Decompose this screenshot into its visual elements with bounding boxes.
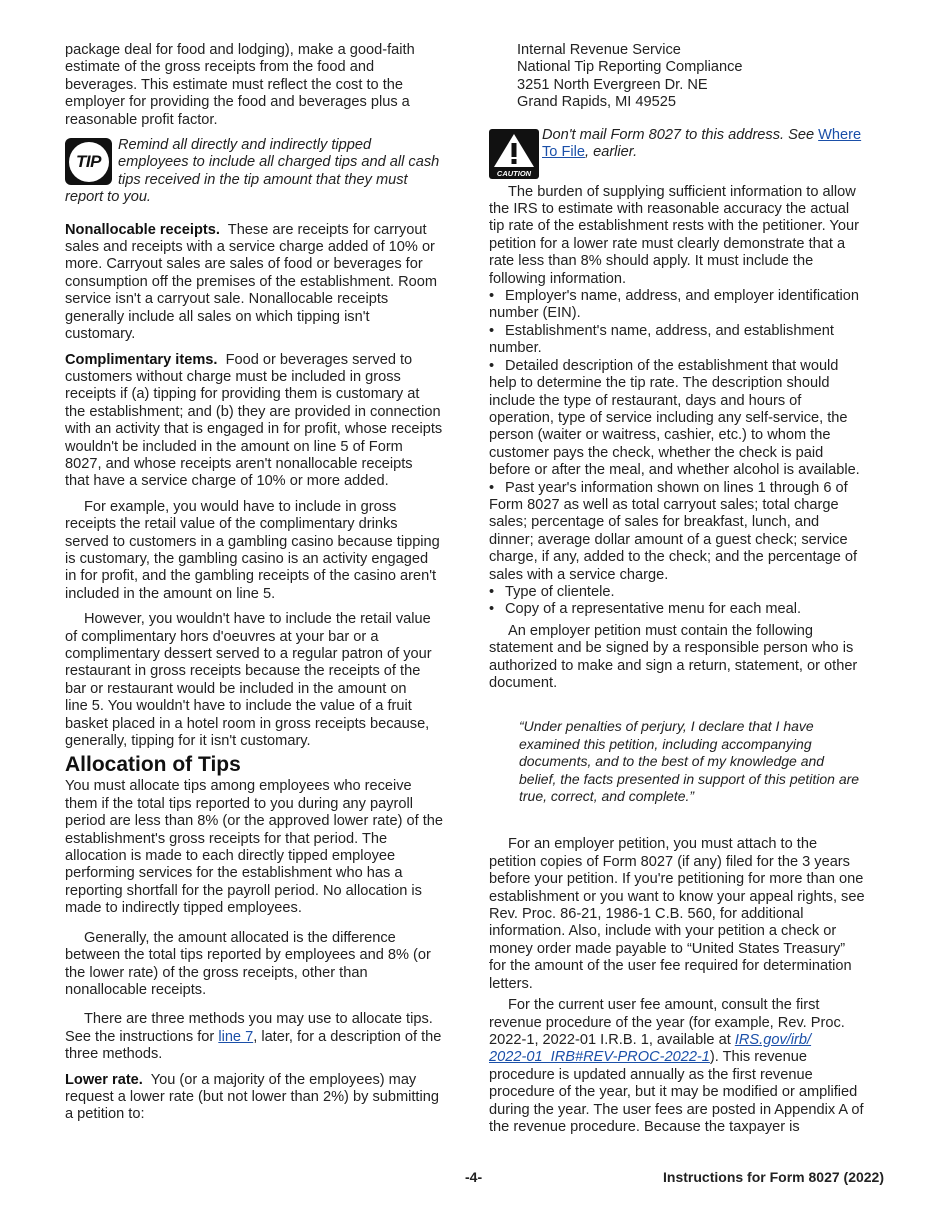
tip-note — [65, 137, 465, 207]
quote-line: belief, the facts presented in support of this petition are — [519, 770, 860, 787]
list-item — [489, 358, 889, 480]
address-line: National Tip Reporting Compliance — [517, 59, 743, 76]
text-line: However, you wouldn't have to include the retail value — [84, 611, 431, 628]
allocation-of-tips-heading: Allocation of Tips — [65, 753, 241, 777]
lower-rate-paragraph — [65, 1072, 465, 1124]
methods-paragraph — [65, 1011, 465, 1063]
text-line: consumption off the premises of the establishment. Room — [65, 273, 438, 290]
line-7-link[interactable]: line 7 — [218, 1028, 254, 1045]
text-line: made to indirectly tipped employees. — [65, 900, 302, 917]
bullet-icon: • — [489, 601, 495, 618]
text-line: more. Carryout sales are sales of food or beverages for — [65, 256, 423, 273]
text-line: generally include all sales on which tipping isn't — [65, 308, 370, 325]
text-line: For an employer petition, you must attach to the — [508, 836, 818, 853]
text-fragment: Don't mail Form 8027 to this address. See — [542, 126, 819, 143]
text-line: a petition to: — [65, 1106, 145, 1123]
example-paragraph — [65, 499, 465, 603]
text-line: package deal for food and lodging), make a good-faith — [65, 42, 415, 58]
text-line: revenue procedure of the year (for example, Rev. Proc. — [489, 1014, 845, 1031]
text-line: receipts the retail value of the complimentary drinks — [65, 516, 398, 533]
bullet-icon: • — [489, 583, 495, 600]
text-line: Detailed description of the establishment that would — [505, 357, 839, 374]
text-line: nonallocable receipts. — [65, 981, 207, 998]
address-line: 3251 North Evergreen Dr. NE — [517, 76, 708, 93]
petition-paragraph — [489, 623, 889, 693]
text-line: establishment's gross receipts for that period. The — [65, 830, 388, 847]
intro-paragraph — [65, 42, 465, 129]
text-line: 8027, and whose receipts aren't nonallocable receipts — [65, 455, 413, 472]
text-line: allocation is made to each directly tipped employee — [65, 848, 396, 865]
text-line: person (waiter or waitress, cashier, etc.) to whom the — [489, 427, 831, 444]
text-line: The burden of supplying sufficient information to allow — [508, 183, 856, 200]
bullet-icon: • — [489, 288, 495, 305]
text-line: statement and be signed by a responsible person who is — [489, 640, 854, 657]
list-item — [489, 323, 889, 358]
text-line: restaurant in gross receipts because the receipts of the — [65, 663, 421, 680]
text-line: in for profit, and the gambling receipts of the casino aren't — [65, 568, 437, 585]
user-fee-paragraph — [489, 997, 889, 1136]
text-line: number (EIN). — [489, 305, 581, 322]
text-line: included in the amount on line 5. — [65, 585, 276, 602]
text-fragment: , earlier. — [584, 144, 638, 161]
text-line: sales; percentage of sales for breakfast, lunch, and — [489, 514, 820, 531]
address-line: Grand Rapids, MI 49525 — [517, 94, 676, 111]
quote-line: documents, and to the best of my knowledge and — [519, 753, 825, 770]
bullet-icon: • — [489, 357, 495, 374]
text-line: wouldn't be included in the amount on line 5 of Form — [65, 438, 403, 455]
tip-note-line: tips received in the tip amount that they must — [118, 171, 408, 188]
text-line: before or after the meal, and whether alcohol is available. — [489, 462, 860, 479]
burden-paragraph — [489, 184, 889, 288]
text-line: For example, you would have to include in gross — [84, 498, 397, 515]
text-line: sales with a service charge. — [489, 566, 669, 583]
text-line: during the year. The user fees are posted in Appendix A of — [489, 1101, 864, 1118]
text-line: service isn't a carryout sale. Nonallocable receipts — [65, 291, 389, 308]
text-fragment: 2022-1, 2022-01 I.R.B. 1, available at — [489, 1031, 735, 1048]
text-line: before your petition. If you're petitioning for more than one — [489, 871, 864, 888]
text-line: with an activity that is engaged in for profit, whose receipts — [65, 421, 443, 438]
text-line: Copy of a representative menu for each meal. — [505, 601, 802, 618]
however-paragraph — [65, 611, 465, 750]
text-line: them if the total tips reported to you during any payroll — [65, 795, 414, 812]
quote-line: examined this petition, including accompanying — [519, 735, 812, 752]
text-line: establishment or you want to know your appeal rights, see — [489, 888, 865, 905]
complimentary-items-paragraph — [65, 352, 465, 491]
text-line: receipts if (a) tipping for providing them is customary at — [65, 386, 420, 403]
text-line: operation, type of service including any self-service, the — [489, 409, 848, 426]
text-line: authorized to make and sign a return, statement, or other — [489, 657, 858, 674]
text-line: the revenue procedure. Because the taxpayer is — [489, 1118, 800, 1135]
nonallocable-receipts-heading: Nonallocable receipts. — [65, 221, 220, 238]
text-line: include the type of restaurant, days and hours of — [489, 392, 802, 409]
text-line: the IRS to estimate with reasonable accuracy the actual — [489, 201, 850, 218]
form-title: Instructions for Form 8027 (2022) — [663, 1169, 884, 1185]
tip-icon — [65, 138, 112, 185]
text-line: Past year's information shown on lines 1 through 6 of — [505, 479, 848, 496]
text-line: following information. — [489, 270, 627, 287]
complimentary-items-heading: Complimentary items. — [65, 351, 218, 368]
text-line: number. — [489, 340, 542, 357]
text-line: performing services for the establishment who has a — [65, 865, 403, 882]
text-line: petition for a lower rate must clearly demonstrate that a — [489, 235, 846, 252]
text-line: is customary, the gambling casino is an activity engaged — [65, 550, 429, 567]
caution-icon-label: CAUTION — [496, 168, 532, 178]
text-line: the establishment; and (b) they are provided in connection — [65, 403, 441, 420]
text-line: reporting shortfall for the payroll period. No allocation is — [65, 882, 422, 899]
text-line: three methods. — [65, 1046, 163, 1063]
text-line: that have a service charge of 10% or more added. — [65, 473, 389, 490]
text-line: tip rate of the establishment rests with the petitioner. Your — [489, 218, 859, 235]
nonallocable-receipts-paragraph — [65, 222, 465, 344]
text-line: Generally, the amount allocated is the difference — [84, 929, 396, 946]
text-line: Food or beverages served to — [225, 351, 413, 368]
text-line: information. Also, include with your petition a check or — [489, 923, 837, 940]
text-line: procedure is updated annually as the first revenue — [489, 1066, 813, 1083]
bullet-icon: • — [489, 322, 495, 339]
text-line: line 5. You wouldn't have to include the value of a fruit — [65, 698, 412, 715]
text-line: help to determine the tip rate. The description should — [489, 375, 830, 392]
text-line: generally, tipping for it isn't customary. — [65, 733, 311, 750]
text-line: procedure of the year, but it may be modified or amplified — [489, 1084, 858, 1101]
caution-note — [489, 127, 889, 179]
text-line: You must allocate tips among employees who receive — [65, 778, 412, 795]
irs-gov-irb-link-continued[interactable]: 2022-01_IRB#REV-PROC-2022-1 — [489, 1049, 710, 1066]
text-line: petition copies of Form 8027 (if any) filed for the 3 years — [489, 853, 850, 870]
tip-note-line: employees to include all charged tips and all cash — [118, 154, 440, 171]
bullet-icon: • — [489, 479, 495, 496]
text-line: money order made payable to “United States Treasury” — [489, 940, 846, 957]
irs-gov-irb-link[interactable]: IRS.gov/irb/ — [734, 1031, 812, 1048]
text-line: served to customers in a gambling casino because tipping — [65, 533, 440, 550]
text-fragment: , later, for a description of the — [253, 1028, 442, 1045]
text-line: An employer petition must contain the following — [508, 622, 814, 639]
quote-line: true, correct, and complete.” — [519, 788, 695, 805]
tip-icon-label: TIP — [69, 142, 109, 182]
list-item — [489, 601, 889, 618]
text-line: beverages. This estimate must reflect the cost to the — [65, 76, 403, 93]
where-to-file-link[interactable]: Where — [818, 126, 862, 143]
right-column — [489, 42, 889, 1136]
list-item — [489, 480, 889, 584]
text-fragment: See the instructions for — [65, 1028, 219, 1045]
list-item — [489, 288, 889, 323]
left-column — [65, 42, 465, 1124]
text-line: request a lower rate (but not lower than 2%) by submitting — [65, 1088, 439, 1105]
text-line: basket placed in a hotel room in gross receipts because, — [65, 715, 430, 732]
text-line: customary. — [65, 326, 136, 343]
text-line: the lower rate) of the gross receipts, other than — [65, 964, 368, 981]
text-line: estimate of the gross receipts from the food and — [65, 59, 375, 76]
tip-note-line: report to you. — [65, 189, 151, 206]
text-line: Form 8027 as well as total carryout sales; total charge — [489, 496, 839, 513]
quote-line: “Under penalties of perjury, I declare that I have — [519, 718, 814, 735]
perjury-statement-quote — [489, 718, 889, 805]
text-line: for the amount of the user fee required for determination — [489, 958, 852, 975]
text-line: Rev. Proc. 86-21, 1986-1 C.B. 560, for additional — [489, 906, 804, 923]
page-number: -4- — [465, 1169, 483, 1185]
generally-paragraph — [65, 930, 465, 1000]
irs-address — [489, 42, 889, 112]
tip-note-line: Remind all directly and indirectly tipped — [118, 137, 372, 154]
text-line: of complimentary hors d'oeuvres at your bar or a — [65, 628, 379, 645]
text-line: Establishment's name, address, and establishment — [505, 322, 834, 339]
text-line: You (or a majority of the employees) may — [150, 1071, 417, 1088]
text-line: sales and receipts with a service charge added of 10% or — [65, 239, 435, 256]
text-line: rate less than 8% should apply. It must include the — [489, 253, 814, 270]
text-line: dinner; average dollar amount of a guest check; service — [489, 531, 848, 548]
text-line: letters. — [489, 975, 533, 992]
text-fragment: ). This revenue — [709, 1049, 807, 1066]
caution-icon — [489, 129, 539, 179]
text-line: bar or restaurant would be included in the amount on — [65, 680, 407, 697]
text-line: between the total tips reported by employees and 8% (or — [65, 947, 431, 964]
requirements-list — [489, 288, 889, 619]
text-line: Type of clientele. — [505, 583, 615, 600]
text-line: document. — [489, 675, 558, 691]
attach-paragraph — [489, 836, 889, 993]
text-line: There are three methods you may use to allocate tips. — [84, 1011, 433, 1028]
where-to-file-link-continued[interactable]: To File — [542, 144, 585, 161]
text-line: complimentary dessert served to a regular patron of your — [65, 646, 432, 662]
text-line: For the current user fee amount, consult the first — [508, 997, 820, 1014]
text-line: Employer's name, address, and employer identification — [505, 288, 860, 305]
text-line: period are less than 8% (or the approved lower rate) of the — [65, 813, 444, 830]
allocation-paragraph — [65, 778, 465, 917]
lower-rate-heading: Lower rate. — [65, 1071, 143, 1088]
text-line: customers without charge must be included in gross — [65, 368, 401, 385]
list-item — [489, 584, 889, 601]
address-line: Internal Revenue Service — [517, 42, 681, 58]
text-line: These are receipts for carryout — [227, 221, 427, 238]
text-line: reasonable profit factor. — [65, 111, 218, 128]
text-line: customer pays the check, whether the check is paid — [489, 444, 824, 461]
text-line: employer for providing the food and beverages plus a — [65, 94, 410, 111]
text-line: charge, if any, added to the check; and the percentage of — [489, 549, 858, 566]
